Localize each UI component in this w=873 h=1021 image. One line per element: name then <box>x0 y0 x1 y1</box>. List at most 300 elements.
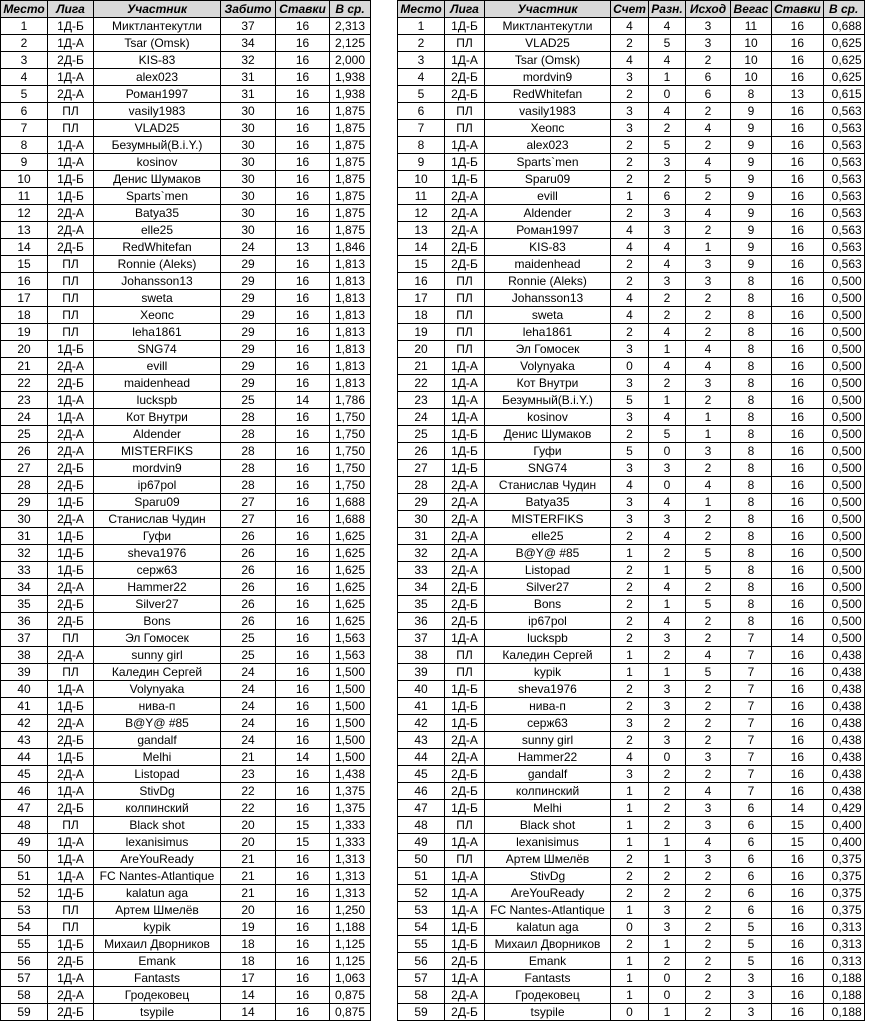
table-row <box>1 953 371 970</box>
score-cell: 1 <box>611 817 649 834</box>
average-cell: 1,625 <box>330 545 371 562</box>
average-cell: 0,400 <box>823 817 864 834</box>
bets-cell: 16 <box>772 171 824 188</box>
score-cell: 0 <box>611 919 649 936</box>
table-row <box>398 596 865 613</box>
place-cell: 21 <box>1 358 48 375</box>
table-row <box>398 681 865 698</box>
difference-cell: 4 <box>649 18 686 35</box>
table-row <box>1 205 371 222</box>
outcome-cell: 2 <box>686 1004 731 1021</box>
league-cell: 2Д-А <box>445 511 485 528</box>
league-cell: 1Д-Б <box>48 545 94 562</box>
participant-cell: MISTERFIKS <box>94 443 221 460</box>
average-cell: 0,688 <box>823 18 864 35</box>
table-row <box>398 970 865 987</box>
average-cell: 0,500 <box>823 511 864 528</box>
place-cell: 58 <box>398 987 445 1004</box>
goals-cell: 30 <box>221 154 276 171</box>
difference-cell: 4 <box>649 579 686 596</box>
difference-cell: 2 <box>649 800 686 817</box>
place-cell: 7 <box>398 120 445 137</box>
place-cell: 59 <box>398 1004 445 1021</box>
table-row <box>1 290 371 307</box>
goals-cell: 30 <box>221 171 276 188</box>
participant-cell: Кот Внутри <box>94 409 221 426</box>
participant-cell: Fantasts <box>94 970 221 987</box>
league-cell: 2Д-А <box>445 732 485 749</box>
average-cell: 1,625 <box>330 562 371 579</box>
participant-cell: Денис Шумаков <box>485 426 611 443</box>
bets-cell: 16 <box>772 647 824 664</box>
participant-cell: tsypile <box>94 1004 221 1021</box>
average-cell: 0,500 <box>823 375 864 392</box>
outcome-cell: 2 <box>686 868 731 885</box>
average-cell: 1,375 <box>330 783 371 800</box>
score-cell: 2 <box>611 528 649 545</box>
bets-cell: 16 <box>276 681 330 698</box>
table-row <box>1 885 371 902</box>
bets-cell: 16 <box>772 545 824 562</box>
vegas-cell: 9 <box>731 205 772 222</box>
table-row <box>1 460 371 477</box>
participant-cell: колпинский <box>94 800 221 817</box>
vegas-cell: 7 <box>731 783 772 800</box>
bets-cell: 15 <box>772 834 824 851</box>
difference-cell: 3 <box>649 698 686 715</box>
average-cell: 0,563 <box>823 171 864 188</box>
outcome-cell: 4 <box>686 341 731 358</box>
participant-cell: kosinov <box>94 154 221 171</box>
outcome-cell: 5 <box>686 171 731 188</box>
bets-cell: 16 <box>772 341 824 358</box>
goals-cell: 24 <box>221 732 276 749</box>
average-cell: 0,563 <box>823 239 864 256</box>
table-row <box>398 103 865 120</box>
table-row <box>1 222 371 239</box>
difference-cell: 2 <box>649 647 686 664</box>
league-cell: ПЛ <box>445 324 485 341</box>
outcome-cell: 3 <box>686 817 731 834</box>
bets-cell: 14 <box>276 392 330 409</box>
place-cell: 40 <box>398 681 445 698</box>
goals-cell: 31 <box>221 86 276 103</box>
bets-cell: 16 <box>276 936 330 953</box>
average-cell: 0,500 <box>823 613 864 630</box>
participant-cell: Sparu09 <box>94 494 221 511</box>
place-cell: 8 <box>1 137 48 154</box>
participant-cell: StivDg <box>94 783 221 800</box>
table-row <box>1 800 371 817</box>
league-cell: ПЛ <box>445 817 485 834</box>
place-cell: 17 <box>1 290 48 307</box>
vegas-cell: 3 <box>731 1004 772 1021</box>
participant-cell: Гуфи <box>485 443 611 460</box>
table-row <box>1 273 371 290</box>
league-cell: 1Д-А <box>48 970 94 987</box>
participant-cell: Bons <box>485 596 611 613</box>
column-header-average: В ср. <box>330 1 371 18</box>
league-cell: ПЛ <box>48 256 94 273</box>
table-row <box>398 239 865 256</box>
table-row <box>398 630 865 647</box>
participant-cell: Станислав Чудин <box>94 511 221 528</box>
bets-cell: 16 <box>772 494 824 511</box>
average-cell: 0,188 <box>823 1004 864 1021</box>
score-cell: 1 <box>611 834 649 851</box>
place-cell: 32 <box>398 545 445 562</box>
participant-cell: колпинский <box>485 783 611 800</box>
place-cell: 19 <box>398 324 445 341</box>
table-row <box>398 902 865 919</box>
vegas-cell: 8 <box>731 596 772 613</box>
bets-cell: 16 <box>276 885 330 902</box>
average-cell: 2,313 <box>330 18 371 35</box>
table-row <box>398 35 865 52</box>
score-cell: 1 <box>611 664 649 681</box>
table-row <box>398 783 865 800</box>
place-cell: 21 <box>398 358 445 375</box>
bets-cell: 16 <box>772 222 824 239</box>
place-cell: 36 <box>1 613 48 630</box>
outcome-cell: 2 <box>686 460 731 477</box>
score-cell: 2 <box>611 732 649 749</box>
predictions-ranking-table <box>397 0 865 1021</box>
place-cell: 31 <box>1 528 48 545</box>
average-cell: 1,500 <box>330 749 371 766</box>
table-row <box>398 885 865 902</box>
league-cell: 1Д-Б <box>48 171 94 188</box>
vegas-cell: 7 <box>731 749 772 766</box>
bets-cell: 16 <box>276 715 330 732</box>
participant-cell: Миктлантекутли <box>94 18 221 35</box>
average-cell: 0,563 <box>823 120 864 137</box>
vegas-cell: 9 <box>731 154 772 171</box>
participant-cell: Роман1997 <box>485 222 611 239</box>
participant-cell: kosinov <box>485 409 611 426</box>
league-cell: 2Д-А <box>445 545 485 562</box>
average-cell: 0,563 <box>823 103 864 120</box>
league-cell: 1Д-Б <box>48 188 94 205</box>
place-cell: 37 <box>1 630 48 647</box>
participant-cell: Bons <box>94 613 221 630</box>
table-row <box>398 494 865 511</box>
participant-cell: vasily1983 <box>485 103 611 120</box>
average-cell: 1,313 <box>330 868 371 885</box>
league-cell: 1Д-Б <box>445 18 485 35</box>
table-row <box>398 171 865 188</box>
goals-cell: 26 <box>221 579 276 596</box>
table-row <box>1 715 371 732</box>
average-cell: 1,500 <box>330 715 371 732</box>
table-row <box>398 341 865 358</box>
league-cell: 1Д-А <box>48 834 94 851</box>
place-cell: 4 <box>398 69 445 86</box>
goals-cell: 32 <box>221 52 276 69</box>
vegas-cell: 8 <box>731 307 772 324</box>
table-row <box>398 698 865 715</box>
average-cell: 0,875 <box>330 1004 371 1021</box>
bets-cell: 16 <box>772 290 824 307</box>
league-cell: 2Д-А <box>445 494 485 511</box>
column-header-bets: Ставки <box>276 1 330 18</box>
vegas-cell: 9 <box>731 222 772 239</box>
average-cell: 1,875 <box>330 188 371 205</box>
participant-cell: ip67pol <box>94 477 221 494</box>
goals-cell: 28 <box>221 409 276 426</box>
bets-cell: 16 <box>276 902 330 919</box>
score-cell: 4 <box>611 307 649 324</box>
league-cell: 2Д-Б <box>445 86 485 103</box>
table-row <box>398 460 865 477</box>
bets-cell: 16 <box>772 35 824 52</box>
goals-cell: 25 <box>221 392 276 409</box>
average-cell: 0,500 <box>823 596 864 613</box>
bets-cell: 16 <box>772 902 824 919</box>
average-cell: 1,750 <box>330 460 371 477</box>
vegas-cell: 5 <box>731 936 772 953</box>
difference-cell: 2 <box>649 953 686 970</box>
score-cell: 4 <box>611 749 649 766</box>
average-cell: 0,438 <box>823 647 864 664</box>
difference-cell: 0 <box>649 443 686 460</box>
average-cell: 1,813 <box>330 290 371 307</box>
average-cell: 0,500 <box>823 460 864 477</box>
outcome-cell: 5 <box>686 562 731 579</box>
average-cell: 1,875 <box>330 137 371 154</box>
league-cell: 2Д-Б <box>445 953 485 970</box>
place-cell: 59 <box>1 1004 48 1021</box>
bets-cell: 16 <box>772 239 824 256</box>
participant-cell: RedWhitefan <box>94 239 221 256</box>
bets-cell: 16 <box>276 953 330 970</box>
bets-cell: 16 <box>772 103 824 120</box>
league-cell: 2Д-А <box>445 528 485 545</box>
place-cell: 39 <box>398 664 445 681</box>
participant-cell: Каледин Сергей <box>94 664 221 681</box>
bets-cell: 16 <box>772 137 824 154</box>
vegas-cell: 8 <box>731 494 772 511</box>
goals-cell: 17 <box>221 970 276 987</box>
average-cell: 1,250 <box>330 902 371 919</box>
score-cell: 4 <box>611 290 649 307</box>
vegas-cell: 7 <box>731 664 772 681</box>
place-cell: 22 <box>1 375 48 392</box>
score-cell: 2 <box>611 86 649 103</box>
column-header-participant: Участник <box>485 1 611 18</box>
place-cell: 48 <box>1 817 48 834</box>
table-row <box>1 664 371 681</box>
league-cell: 2Д-Б <box>48 953 94 970</box>
bets-cell: 16 <box>772 273 824 290</box>
score-cell: 4 <box>611 222 649 239</box>
bets-cell: 16 <box>772 375 824 392</box>
bets-cell: 16 <box>276 613 330 630</box>
table-row <box>398 409 865 426</box>
bets-cell: 16 <box>772 681 824 698</box>
participant-cell: sunny girl <box>485 732 611 749</box>
table-row <box>398 749 865 766</box>
vegas-cell: 3 <box>731 987 772 1004</box>
league-cell: 2Д-А <box>445 188 485 205</box>
average-cell: 0,375 <box>823 851 864 868</box>
average-cell: 1,625 <box>330 613 371 630</box>
outcome-cell: 2 <box>686 936 731 953</box>
difference-cell: 0 <box>649 86 686 103</box>
average-cell: 1,125 <box>330 953 371 970</box>
league-cell: 1Д-А <box>445 137 485 154</box>
bets-cell: 16 <box>276 970 330 987</box>
league-cell: 1Д-Б <box>48 562 94 579</box>
table-row <box>398 205 865 222</box>
difference-cell: 5 <box>649 35 686 52</box>
bets-cell: 16 <box>276 579 330 596</box>
bets-cell: 16 <box>772 613 824 630</box>
average-cell: 1,786 <box>330 392 371 409</box>
place-cell: 26 <box>1 443 48 460</box>
place-cell: 18 <box>1 307 48 324</box>
predictions-table-header-row <box>398 1 865 18</box>
average-cell: 2,125 <box>330 35 371 52</box>
difference-cell: 3 <box>649 460 686 477</box>
participant-cell: Миктлантекутли <box>485 18 611 35</box>
league-cell: 2Д-Б <box>445 69 485 86</box>
vegas-cell: 9 <box>731 120 772 137</box>
outcome-cell: 2 <box>686 103 731 120</box>
league-cell: ПЛ <box>445 35 485 52</box>
participant-cell: Роман1997 <box>94 86 221 103</box>
participant-cell: gandalf <box>94 732 221 749</box>
bets-cell: 13 <box>772 86 824 103</box>
outcome-cell: 2 <box>686 137 731 154</box>
average-cell: 0,500 <box>823 273 864 290</box>
outcome-cell: 2 <box>686 528 731 545</box>
average-cell: 1,813 <box>330 324 371 341</box>
outcome-cell: 3 <box>686 35 731 52</box>
table-row <box>1 919 371 936</box>
bets-cell: 16 <box>276 851 330 868</box>
place-cell: 14 <box>398 239 445 256</box>
place-cell: 38 <box>1 647 48 664</box>
vegas-cell: 8 <box>731 86 772 103</box>
vegas-cell: 8 <box>731 358 772 375</box>
difference-cell: 1 <box>649 936 686 953</box>
table-row <box>1 596 371 613</box>
participant-cell: Кот Внутри <box>485 375 611 392</box>
league-cell: 1Д-А <box>445 834 485 851</box>
vegas-cell: 7 <box>731 715 772 732</box>
participant-cell: Black shot <box>485 817 611 834</box>
bets-cell: 16 <box>772 698 824 715</box>
table-row <box>1 35 371 52</box>
score-cell: 2 <box>611 171 649 188</box>
place-cell: 47 <box>1 800 48 817</box>
difference-cell: 4 <box>649 494 686 511</box>
table-row <box>1 103 371 120</box>
table-row <box>398 154 865 171</box>
league-cell: 1Д-Б <box>445 715 485 732</box>
goals-cell: 29 <box>221 256 276 273</box>
difference-cell: 3 <box>649 273 686 290</box>
average-cell: 1,625 <box>330 596 371 613</box>
bets-cell: 16 <box>276 783 330 800</box>
league-cell: 2Д-Б <box>48 460 94 477</box>
bets-cell: 16 <box>276 511 330 528</box>
participant-cell: Ronnie (Aleks) <box>485 273 611 290</box>
vegas-cell: 7 <box>731 681 772 698</box>
score-cell: 2 <box>611 273 649 290</box>
column-header-participant: Участник <box>94 1 221 18</box>
outcome-cell: 5 <box>686 664 731 681</box>
place-cell: 2 <box>398 35 445 52</box>
vegas-cell: 6 <box>731 817 772 834</box>
league-cell: 1Д-Б <box>445 800 485 817</box>
difference-cell: 5 <box>649 137 686 154</box>
place-cell: 54 <box>1 919 48 936</box>
place-cell: 48 <box>398 817 445 834</box>
league-cell: 1Д-А <box>48 868 94 885</box>
participant-cell: Emank <box>94 953 221 970</box>
average-cell: 0,500 <box>823 324 864 341</box>
goals-cell: 14 <box>221 987 276 1004</box>
league-cell: ПЛ <box>445 307 485 324</box>
table-row <box>1 154 371 171</box>
place-cell: 11 <box>398 188 445 205</box>
vegas-cell: 10 <box>731 35 772 52</box>
vegas-cell: 5 <box>731 953 772 970</box>
table-row <box>1 307 371 324</box>
bets-cell: 15 <box>276 834 330 851</box>
bets-cell: 16 <box>276 477 330 494</box>
average-cell: 0,313 <box>823 919 864 936</box>
bets-cell: 16 <box>276 528 330 545</box>
outcome-cell: 1 <box>686 426 731 443</box>
average-cell: 1,688 <box>330 511 371 528</box>
vegas-cell: 6 <box>731 902 772 919</box>
league-cell: 2Д-А <box>48 358 94 375</box>
place-cell: 3 <box>398 52 445 69</box>
bets-cell: 16 <box>772 443 824 460</box>
table-row <box>398 511 865 528</box>
outcome-cell: 2 <box>686 715 731 732</box>
difference-cell: 4 <box>649 239 686 256</box>
league-cell: 2Д-Б <box>445 256 485 273</box>
average-cell: 1,846 <box>330 239 371 256</box>
table-row <box>1 375 371 392</box>
table-row <box>1 851 371 868</box>
bets-cell: 16 <box>772 477 824 494</box>
league-cell: 2Д-Б <box>48 1004 94 1021</box>
table-row <box>1 868 371 885</box>
participant-cell: alex023 <box>485 137 611 154</box>
table-row <box>398 579 865 596</box>
league-cell: 1Д-Б <box>445 171 485 188</box>
place-cell: 45 <box>1 766 48 783</box>
league-cell: 1Д-Б <box>445 936 485 953</box>
bets-cell: 16 <box>276 18 330 35</box>
participant-cell: AreYouReady <box>485 885 611 902</box>
outcome-cell: 6 <box>686 86 731 103</box>
league-cell: 2Д-А <box>48 205 94 222</box>
participant-cell: Эл Гомосек <box>485 341 611 358</box>
bets-cell: 16 <box>276 171 330 188</box>
vegas-cell: 9 <box>731 171 772 188</box>
place-cell: 15 <box>398 256 445 273</box>
participant-cell: Sparts`men <box>485 154 611 171</box>
vegas-cell: 9 <box>731 256 772 273</box>
participant-cell: tsypile <box>485 1004 611 1021</box>
place-cell: 18 <box>398 307 445 324</box>
